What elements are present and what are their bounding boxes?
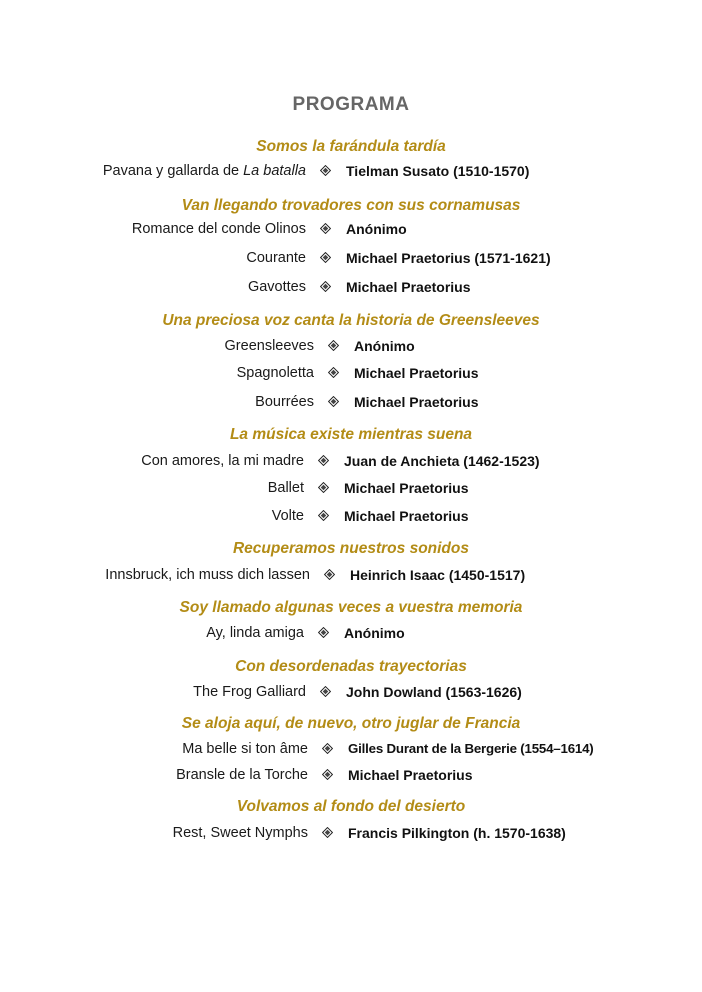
program-row — [0, 506, 702, 526]
section-heading: Somos la farándula tardía — [256, 138, 446, 155]
composer-name: Michael Praetorius — [354, 394, 479, 410]
composer-name: Francis Pilkington (h. 1570-1638) — [348, 825, 566, 841]
piece-title: The Frog Galliard — [193, 684, 306, 700]
diamond-separator-icon — [320, 252, 331, 263]
composer-name: Michael Praetorius — [348, 767, 473, 783]
composer-name: Anónimo — [344, 625, 405, 641]
diamond-separator-icon — [318, 510, 329, 521]
piece-title — [103, 161, 318, 181]
section-heading: Recuperamos nuestros sonidos — [232, 540, 469, 557]
composer-name: Michael Praetorius — [344, 508, 469, 524]
program-row — [0, 765, 702, 785]
diamond-separator-icon — [328, 396, 339, 407]
piece-title: Rest, Sweet Nymphs — [172, 825, 308, 841]
diamond-separator-icon — [320, 686, 331, 697]
page-title: PROGRAMA — [292, 94, 410, 115]
program-row — [0, 823, 702, 843]
composer-name: Juan de Anchieta (1462-1523) — [344, 453, 540, 469]
diamond-separator-icon — [322, 827, 333, 838]
program-row — [0, 451, 702, 471]
section-heading: Van llegando trovadores con sus cornamusas — [181, 197, 521, 214]
program-row — [0, 682, 702, 702]
diamond-separator-icon — [318, 482, 329, 493]
composer-name: Michael Praetorius (1571-1621) — [346, 250, 551, 266]
piece-title: Ay, linda amiga — [206, 625, 304, 641]
composer-name: Anónimo — [354, 338, 415, 354]
diamond-separator-icon — [318, 627, 329, 638]
composer-name: John Dowland (1563-1626) — [346, 684, 522, 700]
piece-title: Con amores, la mi madre — [141, 453, 304, 469]
program-row — [0, 392, 702, 412]
diamond-separator-icon — [328, 367, 339, 378]
piece-title: Ballet — [267, 480, 304, 496]
diamond-separator-icon — [322, 743, 333, 754]
composer-name: Anónimo — [346, 221, 407, 237]
diamond-separator-icon — [320, 223, 331, 234]
diamond-separator-icon — [324, 569, 335, 580]
diamond-separator-icon — [320, 281, 331, 292]
diamond-separator-icon — [328, 340, 339, 351]
piece-title-italic: La batalla — [243, 163, 306, 179]
program-row — [0, 739, 702, 759]
section-heading: Con desordenadas trayectorias — [235, 658, 467, 675]
program-row — [0, 277, 702, 297]
program-row — [0, 336, 702, 356]
piece-title: Bourrées — [255, 394, 314, 410]
composer-name: Michael Praetorius — [346, 279, 471, 295]
composer-name: Michael Praetorius — [354, 365, 479, 381]
piece-title: Ma belle si ton âme — [182, 741, 308, 757]
piece-title: Bransle de la Torche — [176, 767, 308, 783]
program-row — [0, 248, 702, 268]
program-row — [0, 363, 702, 383]
section-heading: Se aloja aquí, de nuevo, otro juglar de Francia — [181, 715, 521, 732]
program-row — [0, 161, 702, 181]
piece-title: Spagnoletta — [236, 365, 314, 381]
piece-title: Gavottes — [247, 279, 306, 295]
composer-name: Heinrich Isaac (1450-1517) — [350, 567, 526, 583]
composer-name: Gilles Durant de la Bergerie (1554–1614) — [348, 741, 594, 756]
composer-name: Michael Praetorius — [344, 480, 469, 496]
piece-title-text: Pavana y gallarda de — [102, 163, 244, 179]
diamond-separator-icon — [320, 165, 331, 176]
piece-title: Greensleeves — [224, 338, 314, 354]
composer-name: Tielman Susato (1510-1570) — [346, 163, 530, 179]
piece-title: Courante — [246, 250, 306, 266]
program-row — [0, 219, 702, 239]
program-row — [0, 478, 702, 498]
section-heading: Soy llamado algunas veces a vuestra memoria — [179, 599, 523, 616]
piece-title: Innsbruck, ich muss dich lassen — [105, 567, 310, 583]
section-heading: Volvamos al fondo del desierto — [236, 798, 466, 815]
program-row — [0, 565, 702, 585]
diamond-separator-icon — [318, 455, 329, 466]
piece-title: Volte — [271, 508, 304, 524]
diamond-separator-icon — [322, 769, 333, 780]
section-heading: Una preciosa voz canta la historia de Greensleeves — [162, 312, 540, 329]
section-heading: La música existe mientras suena — [229, 426, 473, 443]
program-row — [0, 623, 702, 643]
piece-title: Romance del conde Olinos — [131, 221, 306, 237]
